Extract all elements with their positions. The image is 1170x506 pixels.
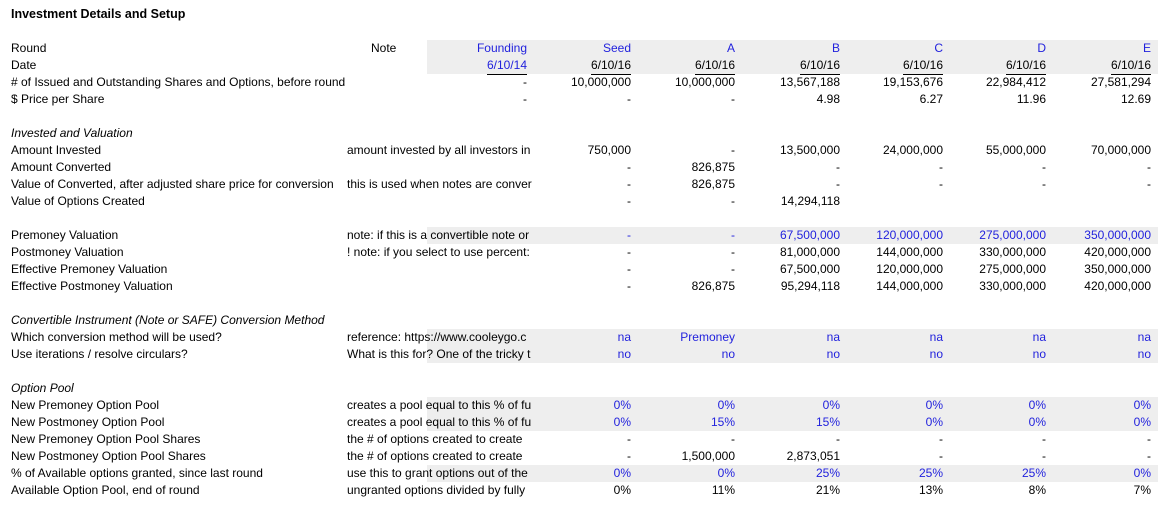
value-cell[interactable]: - [1147,449,1151,463]
value-cell[interactable]: - [627,279,631,293]
value-cell[interactable]: 350,000,000 [1084,228,1151,242]
value-cell[interactable]: 70,000,000 [1090,143,1151,157]
row-label[interactable]: Date [11,58,37,72]
table-row [0,159,1170,176]
value-cell[interactable]: na [929,330,943,344]
value-cell[interactable]: 6.27 [919,92,943,106]
input-cell-shading [427,465,1158,482]
value-cell[interactable]: 7% [1133,483,1151,497]
value-cell[interactable]: - [523,75,527,89]
table-row [0,227,1170,244]
value-cell[interactable]: - [627,228,631,242]
value-cell[interactable]: E [1142,41,1151,55]
value-cell[interactable]: no [929,347,943,361]
table-row [0,74,1170,91]
value-cell[interactable]: 0% [1133,466,1151,480]
value-cell[interactable]: 67,500,000 [779,262,840,276]
row-label[interactable]: Amount Invested [11,143,102,157]
value-cell[interactable]: Founding [476,41,527,55]
table-row [0,346,1170,363]
value-cell[interactable]: - [1042,177,1046,191]
table-row [0,482,1170,499]
value-cell[interactable]: 12.69 [1120,92,1151,106]
value-cell[interactable]: na [1032,330,1046,344]
row-label[interactable]: Invested and Valuation [11,126,133,140]
table-row [0,312,1170,329]
value-cell[interactable]: - [523,92,527,106]
value-cell[interactable]: 55,000,000 [985,143,1046,157]
table-row [0,244,1170,261]
row-label[interactable]: Round [11,41,47,55]
value-cell[interactable]: 826,875 [691,177,735,191]
input-cell-shading [427,57,1158,74]
value-cell[interactable]: A [726,41,735,55]
value-cell[interactable]: - [627,160,631,174]
value-cell[interactable]: 0% [613,483,631,497]
value-cell[interactable]: 420,000,000 [1084,279,1151,293]
value-cell[interactable]: 0% [613,398,631,412]
value-cell[interactable]: 120,000,000 [876,262,943,276]
value-cell[interactable]: - [1042,432,1046,446]
value-cell[interactable]: 0% [613,466,631,480]
value-cell[interactable]: 120,000,000 [876,228,943,242]
table-row [0,261,1170,278]
table-row [0,380,1170,397]
value-cell[interactable]: 826,875 [691,160,735,174]
value-cell[interactable]: 27,581,294 [1090,75,1151,89]
value-cell[interactable]: 275,000,000 [979,228,1046,242]
value-cell[interactable]: 144,000,000 [876,279,943,293]
value-cell[interactable]: 25% [918,466,943,480]
value-cell[interactable]: 0% [925,398,943,412]
value-cell[interactable]: B [831,41,840,55]
value-cell[interactable]: Premoney [680,330,735,344]
row-note[interactable]: the # of options created to create [347,432,523,446]
table-row [0,431,1170,448]
row-label[interactable]: Available Option Pool, end of round [11,483,200,497]
value-cell[interactable]: - [627,177,631,191]
value-cell[interactable]: - [731,432,735,446]
row-note[interactable]: creates a pool equal to this % of fu [347,398,532,412]
value-cell[interactable]: 6/10/14 [487,57,527,75]
value-cell[interactable]: na [1137,330,1151,344]
row-label[interactable]: New Postmoney Option Pool [11,415,165,429]
value-cell[interactable]: no [1137,347,1151,361]
value-cell[interactable]: 21% [815,483,840,497]
value-cell[interactable]: 25% [815,466,840,480]
value-cell[interactable]: 10,000,000 [570,75,631,89]
value-cell[interactable]: 0% [1028,398,1046,412]
value-cell[interactable]: - [627,245,631,259]
row-label[interactable]: Convertible Instrument (Note or SAFE) Conversion Method [11,313,325,327]
value-cell[interactable]: 11% [711,483,735,497]
row-note[interactable]: this is used when notes are conver [347,177,532,191]
value-cell[interactable]: D [1037,41,1046,55]
value-cell[interactable]: - [731,262,735,276]
value-cell[interactable]: 330,000,000 [979,245,1046,259]
row-label[interactable]: Effective Postmoney Valuation [11,279,173,293]
value-cell[interactable]: na [826,330,840,344]
row-label[interactable]: Amount Converted [11,160,112,174]
value-cell[interactable]: 275,000,000 [979,262,1046,276]
value-cell[interactable]: 4.98 [816,92,840,106]
table-row [0,193,1170,210]
value-cell[interactable]: 14,294,118 [780,194,840,208]
value-cell[interactable]: 826,875 [691,279,735,293]
row-note[interactable]: note: if this is a convertible note or [347,228,530,242]
value-cell[interactable]: - [731,245,735,259]
value-cell[interactable]: 81,000,000 [779,245,840,259]
value-cell[interactable]: - [731,92,735,106]
table-row [0,57,1170,74]
value-cell[interactable]: - [627,92,631,106]
value-cell[interactable]: - [627,262,631,276]
value-cell[interactable]: - [1147,160,1151,174]
value-cell[interactable]: 95,294,118 [780,279,840,293]
value-cell[interactable]: 6/10/16 [695,57,735,75]
row-label[interactable]: Value of Options Created [11,194,145,208]
table-row [0,448,1170,465]
row-label[interactable]: New Premoney Option Pool [11,398,160,412]
value-cell[interactable]: 0% [1133,398,1151,412]
value-cell[interactable]: 10,000,000 [674,75,735,89]
value-cell[interactable]: 6/10/16 [1006,57,1046,75]
value-cell[interactable]: 15% [710,415,735,429]
value-cell[interactable]: - [627,432,631,446]
table-row [0,278,1170,295]
row-label[interactable]: Option Pool [11,381,74,395]
value-cell[interactable]: - [627,194,631,208]
value-cell[interactable]: - [836,160,840,174]
table-row [0,329,1170,346]
value-cell[interactable]: 13,567,188 [779,75,840,89]
value-cell[interactable]: no [826,347,840,361]
value-cell[interactable]: - [939,160,943,174]
value-cell[interactable]: 67,500,000 [779,228,840,242]
value-cell[interactable]: 350,000,000 [1084,262,1151,276]
row-note[interactable]: creates a pool equal to this % of fu [347,415,532,429]
table-row [0,142,1170,159]
row-label[interactable]: % of Available options granted, since last round [11,466,263,480]
table-row [0,176,1170,193]
value-cell[interactable]: 11.96 [1016,92,1046,106]
value-cell[interactable]: na [617,330,631,344]
value-cell[interactable]: C [934,41,943,55]
value-cell[interactable]: 0% [717,398,735,412]
value-cell[interactable]: - [627,449,631,463]
value-cell[interactable]: 750,000 [587,143,631,157]
value-cell[interactable]: 22,984,412 [985,75,1046,89]
value-cell[interactable]: - [1042,449,1046,463]
row-label[interactable]: New Postmoney Option Pool Shares [11,449,206,463]
value-cell[interactable]: 19,153,676 [882,75,943,89]
value-cell[interactable]: 0% [1028,415,1046,429]
value-cell[interactable]: Seed [602,41,631,55]
table-row [0,40,1170,57]
value-cell[interactable]: 13,500,000 [779,143,840,157]
value-cell[interactable]: 6/10/16 [800,57,840,75]
value-cell[interactable]: 0% [613,415,631,429]
input-cell-shading [427,346,1158,363]
row-label[interactable]: Premoney Valuation [11,228,119,242]
value-cell[interactable]: - [1147,177,1151,191]
value-cell[interactable]: 15% [815,415,840,429]
value-cell[interactable]: 330,000,000 [979,279,1046,293]
value-cell[interactable]: 6/10/16 [591,57,631,75]
row-note[interactable]: What is this for? One of the tricky t [347,347,531,361]
value-cell[interactable]: - [939,177,943,191]
value-cell[interactable]: 25% [1021,466,1046,480]
row-label[interactable]: Use iterations / resolve circulars? [11,347,188,361]
table-row [0,465,1170,482]
input-cell-shading [427,329,1158,346]
row-label[interactable]: Postmoney Valuation [11,245,124,259]
table-row [0,91,1170,108]
row-label[interactable]: Value of Converted, after adjusted share price for conversion [11,177,334,191]
row-note[interactable]: ! note: if you select to use percent: [347,245,530,259]
row-note[interactable]: the # of options created to create [347,449,523,463]
value-cell[interactable]: - [1147,432,1151,446]
table-row [0,125,1170,142]
value-cell[interactable]: - [939,432,943,446]
input-cell-shading [427,414,1158,431]
sheet-title: Investment Details and Setup [11,7,186,21]
table-row [0,397,1170,414]
value-cell[interactable]: - [836,432,840,446]
row-note[interactable]: use this to grant options out of the [347,466,528,480]
value-cell[interactable]: 2,873,051 [786,449,840,463]
row-label[interactable]: New Premoney Option Pool Shares [11,432,201,446]
row-label[interactable]: $ Price per Share [11,92,105,106]
row-note[interactable]: ungranted options divided by fully [347,483,526,497]
value-cell[interactable]: 13% [918,483,943,497]
value-cell[interactable]: - [836,177,840,191]
row-label[interactable]: Effective Premoney Valuation [11,262,168,276]
value-cell[interactable]: no [617,347,631,361]
value-cell[interactable]: 1,500,000 [681,449,735,463]
value-cell[interactable]: 6/10/16 [903,57,943,75]
value-cell[interactable]: 24,000,000 [882,143,943,157]
value-cell[interactable]: 0% [822,398,840,412]
value-cell[interactable]: - [939,449,943,463]
value-cell[interactable]: 0% [1133,415,1151,429]
row-label[interactable]: Which conversion method will be used? [11,330,222,344]
value-cell[interactable]: 8% [1028,483,1046,497]
value-cell[interactable]: no [721,347,735,361]
value-cell[interactable]: 420,000,000 [1084,245,1151,259]
value-cell[interactable]: - [731,194,735,208]
value-cell[interactable]: no [1032,347,1046,361]
row-note[interactable]: reference: https://www.cooleygo.c [347,330,527,344]
table-row [0,414,1170,431]
row-note[interactable]: amount invested by all investors in [347,143,531,157]
value-cell[interactable]: 0% [717,466,735,480]
value-cell[interactable]: - [731,228,735,242]
value-cell[interactable]: 0% [925,415,943,429]
row-label[interactable]: # of Issued and Outstanding Shares and Options, before round [11,75,346,89]
value-cell[interactable]: - [731,143,735,157]
value-cell[interactable]: - [1042,160,1046,174]
input-cell-shading [427,397,1158,414]
note-column-header[interactable]: Note [371,41,397,55]
value-cell[interactable]: 144,000,000 [876,245,943,259]
value-cell[interactable]: 6/10/16 [1111,57,1151,75]
